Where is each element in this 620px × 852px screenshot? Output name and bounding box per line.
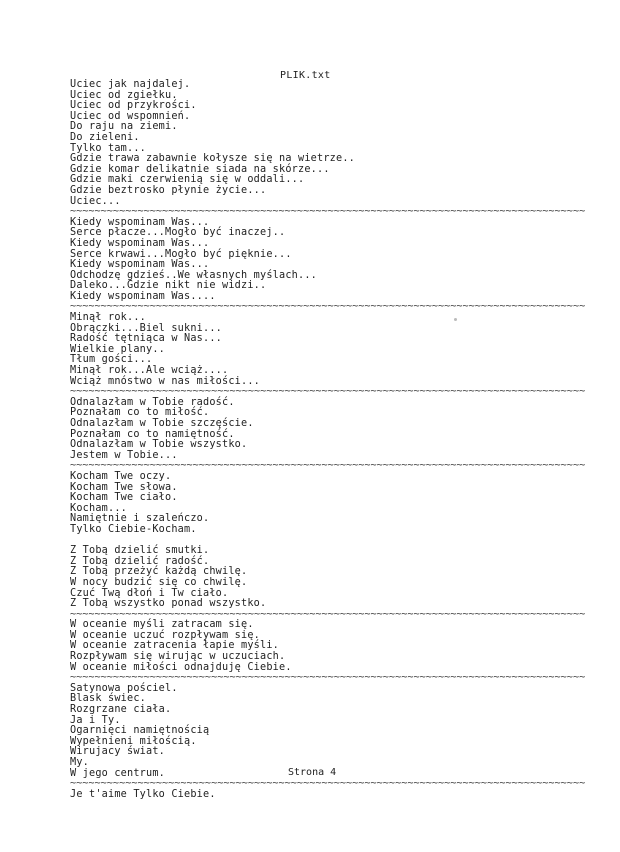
poem-line: Tylko Ciebie-Kocham. [70,523,197,535]
poem-line: Gdzie trawa zabawnie kołysze się na wietrze.. [70,153,356,165]
section-separator: ~~~~~~~~~~~~~~~~~~~~~~~~~~~~~~~~~~~~~~~~~~~~~~~~~~~~~~~~~~~~~~~~~~~~~~~~~~~~~~~~~~~~ [70,673,586,684]
section-separator: ~~~~~~~~~~~~~~~~~~~~~~~~~~~~~~~~~~~~~~~~~~~~~~~~~~~~~~~~~~~~~~~~~~~~~~~~~~~~~~~~~~~~ [70,302,586,313]
poem-line: Obrączki...Biel sukni... [70,322,223,334]
poem-line: Kocham... [70,502,128,514]
poem-line: Serce płacze...Mogło być inaczej.. [70,227,286,239]
poem-line: Gdzie komar delikatnie siada na skórze... [70,163,330,175]
poem-body [70,80,590,800]
poem-line: Odchodzę gdzieś..We własnych myślach... [70,269,318,281]
poem-line: Gdzie maki czerwienią się w oddali... [70,174,305,186]
poem-line: Tylko tam... [70,142,147,154]
poem-line: Blask świec. [70,693,147,705]
page-number: Strona 4 [288,767,337,778]
poem-line: Wciąż mnóstwo w nas miłości... [70,375,261,387]
poem-line: Kiedy wspominam Was... [70,216,210,228]
poem-line: W oceanie uczuć rozpływam się. [70,629,261,641]
poem-line: Do zieleni. [70,131,140,143]
poem-line: Kiedy wspominam Was... [70,237,210,249]
poem-line: Je t'aime Tylko Ciebie. [70,788,216,800]
poem-line: Tłum gości... [70,354,153,366]
poem-line: Z Tobą przeżyć każdą chwilę. [70,566,248,578]
poem-line: Daleko...Gdzie nikt nie widzi.. [70,280,267,292]
poem-line: Z Tobą dzielić radość. [70,555,210,567]
poem-line: Gdzie beztrosko płynie życie... [70,184,267,196]
poem-line: Uciec od przykrości. [70,100,197,112]
poem-line: Do raju na ziemi. [70,121,178,133]
poem-line: Serce krwawi...Mogło być pięknie... [70,248,292,260]
poem-line: Radość tętniąca w Nas... [70,333,223,345]
poem-line: Rozpływam się wirując w uczuciach. [70,651,286,663]
section-separator: ~~~~~~~~~~~~~~~~~~~~~~~~~~~~~~~~~~~~~~~~~~~~~~~~~~~~~~~~~~~~~~~~~~~~~~~~~~~~~~~~~~~~ [70,461,586,472]
poem-line: Minął rok... [70,312,147,324]
poem-line: W oceanie myśli zatracam się. [70,619,254,631]
poem-line: My. [70,757,90,768]
poem-line: Kiedy wspominam Was.... [70,290,216,302]
poem-line: Poznałam co to namiętność. [70,428,235,440]
poem-line: Ogarnięci namiętnością [70,725,210,737]
poem-line: W oceanie zatracenia łapie myśli. [70,640,280,652]
poem-line: W nocy budzić się co chwilę. [70,576,248,588]
poem-line: Jestem w Tobie... [70,449,178,461]
poem-line: Ja i Ty. [70,714,121,726]
poem-line: Kocham Twe oczy. [70,470,172,482]
section-separator: ~~~~~~~~~~~~~~~~~~~~~~~~~~~~~~~~~~~~~~~~~~~~~~~~~~~~~~~~~~~~~~~~~~~~~~~~~~~~~~~~~~~~ [70,779,586,790]
poem-line: Wielkie plany.. [70,343,166,355]
poem-line: Czuć Twą dłoń i Tw ciało. [70,587,229,599]
poem-line: W oceanie miłości odnajduję Ciebie. [70,661,292,673]
poem-line: Uciec jak najdalej. [70,79,191,90]
poem-line: W jego centrum. [70,767,166,779]
poem-line: Uciec... [70,195,121,207]
file-name-header: PLIK.txt [280,70,331,81]
poem-line: Odnalazłam w Tobie radość. [70,396,235,408]
poem-line: Satynowa pościel. [70,682,178,694]
section-separator: ~~~~~~~~~~~~~~~~~~~~~~~~~~~~~~~~~~~~~~~~~~~~~~~~~~~~~~~~~~~~~~~~~~~~~~~~~~~~~~~~~~~~ [70,609,586,620]
poem-line: Poznałam co to miłość. [70,407,210,419]
poem-line: Wirujacy świat. [70,746,166,758]
poem-line: Uciec od zgiełku. [70,89,178,101]
poem-line: Kocham Twe słowa. [70,481,178,493]
poem-line: Kiedy wspominam Was... [70,259,210,271]
poem-line: Wypełnieni miłością. [70,735,197,747]
poem-line: Uciec od wspomnień. [70,110,191,122]
poem-line: Namiętnie i szaleńczo. [70,513,210,525]
poem-line: Z Tobą wszystko ponad wszystko. [70,598,267,610]
poem-line: Kocham Twe ciało. [70,492,178,504]
poem-line: Rozgrzane ciała. [70,704,172,716]
poem-line: Odnalazłam w Tobie wszystko. [70,439,248,451]
poem-line: Z Tobą dzielić smutki. [70,545,210,557]
section-separator: ~~~~~~~~~~~~~~~~~~~~~~~~~~~~~~~~~~~~~~~~~~~~~~~~~~~~~~~~~~~~~~~~~~~~~~~~~~~~~~~~~~~~ [70,207,586,218]
scan-speck [454,318,457,321]
poem-line: Odnalazłam w Tobie szczęście. [70,418,254,429]
section-separator: ~~~~~~~~~~~~~~~~~~~~~~~~~~~~~~~~~~~~~~~~~~~~~~~~~~~~~~~~~~~~~~~~~~~~~~~~~~~~~~~~~~~~ [70,387,586,398]
poem-line: Minął rok...Ale wciąż.... [70,365,229,377]
